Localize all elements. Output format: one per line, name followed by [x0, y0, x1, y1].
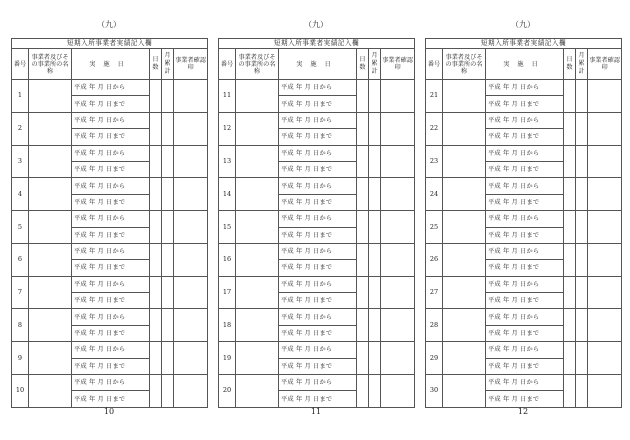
confirmation-seal-cell[interactable] [174, 145, 208, 178]
monthly-total-cell[interactable] [162, 276, 174, 309]
days-cell[interactable] [150, 112, 162, 145]
date-from-cell[interactable]: 平成 年 月 日から [279, 112, 357, 128]
monthly-total-cell[interactable] [576, 276, 588, 309]
record-table [11, 38, 208, 408]
table-row [426, 112, 622, 128]
row-number: 30 [426, 375, 443, 408]
monthly-total-cell[interactable] [369, 211, 381, 244]
date-from-cell[interactable]: 平成 年 月 日から [72, 243, 150, 259]
confirmation-seal-cell[interactable] [381, 80, 415, 113]
date-to-cell[interactable]: 平成 年 月 日まで [279, 293, 357, 309]
table-row [426, 309, 622, 325]
business-name-cell[interactable] [443, 342, 486, 375]
date-from-cell[interactable]: 平成 年 月 日から [279, 145, 357, 161]
date-from-cell[interactable]: 平成 年 月 日から [72, 80, 150, 96]
header-monthly-total [369, 49, 381, 80]
date-to-cell[interactable]: 平成 年 月 日まで [279, 129, 357, 145]
days-cell[interactable] [150, 145, 162, 178]
header-days [564, 49, 576, 80]
confirmation-seal-cell[interactable] [588, 243, 622, 276]
date-from-cell[interactable]: 平成 年 月 日から [486, 178, 564, 194]
days-cell[interactable] [150, 342, 162, 375]
monthly-total-cell[interactable] [369, 276, 381, 309]
row-number: 17 [219, 276, 236, 309]
date-from-cell[interactable]: 平成 年 月 日から [486, 112, 564, 128]
table-row [426, 145, 622, 161]
table-row [426, 243, 622, 259]
monthly-total-cell[interactable] [162, 375, 174, 408]
date-from-cell[interactable]: 平成 年 月 日から [279, 375, 357, 391]
business-name-cell[interactable] [443, 80, 486, 113]
date-from-cell[interactable]: 平成 年 月 日から [72, 145, 150, 161]
row-number: 10 [12, 375, 29, 408]
confirmation-seal-cell[interactable] [174, 276, 208, 309]
confirmation-seal-cell[interactable] [381, 375, 415, 408]
row-number: 13 [219, 145, 236, 178]
monthly-total-cell[interactable] [369, 145, 381, 178]
date-to-cell[interactable]: 平成 年 月 日まで [486, 391, 564, 407]
date-to-cell[interactable]: 平成 年 月 日まで [279, 161, 357, 177]
row-number: 26 [426, 243, 443, 276]
table-row [12, 80, 208, 96]
date-to-cell[interactable]: 平成 年 月 日まで [486, 325, 564, 341]
header-confirmation-seal-text: 事業者確認印 [589, 57, 620, 71]
header-monthly-total-text: 月累計 [578, 52, 585, 75]
header-business-name [29, 49, 72, 80]
row-number: 5 [12, 211, 29, 244]
days-cell[interactable] [357, 243, 369, 276]
business-name-cell[interactable] [236, 243, 279, 276]
table-row [12, 112, 208, 128]
table-row [219, 80, 415, 96]
monthly-total-cell[interactable] [576, 145, 588, 178]
header-confirmation-seal-text: 事業者確認印 [175, 57, 206, 71]
business-name-cell[interactable] [29, 112, 72, 145]
days-cell[interactable] [357, 112, 369, 145]
monthly-total-cell[interactable] [576, 342, 588, 375]
header-days-text: 日数 [152, 56, 159, 71]
business-name-cell[interactable] [236, 375, 279, 408]
monthly-total-cell[interactable] [162, 342, 174, 375]
days-cell[interactable] [357, 309, 369, 342]
table-title: 短期入所事業者実績記入欄 [426, 39, 622, 49]
date-from-cell[interactable]: 平成 年 月 日から [486, 276, 564, 292]
monthly-total-cell[interactable] [162, 178, 174, 211]
row-number: 21 [426, 80, 443, 113]
monthly-total-cell[interactable] [162, 80, 174, 113]
days-cell[interactable] [564, 276, 576, 309]
date-from-cell[interactable]: 平成 年 月 日から [279, 211, 357, 227]
page-number: 10 [103, 407, 115, 416]
business-name-cell[interactable] [443, 375, 486, 408]
business-name-cell[interactable] [443, 243, 486, 276]
header-days-text: 日数 [566, 56, 573, 71]
confirmation-seal-cell[interactable] [174, 178, 208, 211]
business-name-cell[interactable] [29, 145, 72, 178]
date-to-cell[interactable]: 平成 年 月 日まで [279, 96, 357, 112]
date-to-cell[interactable]: 平成 年 月 日まで [279, 194, 357, 210]
confirmation-seal-cell[interactable] [588, 309, 622, 342]
date-from-cell[interactable]: 平成 年 月 日から [72, 276, 150, 292]
header-business-name-text: 事業者及びその事業所の名称 [238, 53, 276, 75]
monthly-total-cell[interactable] [369, 80, 381, 113]
row-number: 1 [12, 80, 29, 113]
header-business-name-text: 事業者及びその事業所の名称 [445, 53, 483, 75]
confirmation-seal-cell[interactable] [588, 276, 622, 309]
date-from-cell[interactable]: 平成 年 月 日から [279, 276, 357, 292]
confirmation-seal-cell[interactable] [174, 211, 208, 244]
date-to-cell[interactable]: 平成 年 月 日まで [279, 391, 357, 407]
confirmation-seal-cell[interactable] [381, 145, 415, 178]
business-name-cell[interactable] [443, 178, 486, 211]
business-name-cell[interactable] [29, 178, 72, 211]
date-from-cell[interactable]: 平成 年 月 日から [72, 211, 150, 227]
confirmation-seal-cell[interactable] [381, 276, 415, 309]
days-cell[interactable] [564, 375, 576, 408]
header-business-name-text: 事業者及びその事業所の名称 [31, 53, 69, 75]
date-from-cell[interactable]: 平成 年 月 日から [72, 375, 150, 391]
table-row [219, 276, 415, 292]
row-number: 18 [219, 309, 236, 342]
monthly-total-cell[interactable] [576, 309, 588, 342]
days-cell[interactable] [150, 243, 162, 276]
header-number: 番号 [219, 49, 236, 80]
business-name-cell[interactable] [443, 211, 486, 244]
confirmation-seal-cell[interactable] [381, 112, 415, 145]
date-to-cell[interactable]: 平成 年 月 日まで [72, 358, 150, 374]
page-section [425, 0, 621, 440]
table-row [12, 211, 208, 227]
confirmation-seal-cell[interactable] [381, 342, 415, 375]
monthly-total-cell[interactable] [369, 243, 381, 276]
date-to-cell[interactable]: 平成 年 月 日まで [486, 129, 564, 145]
confirmation-seal-cell[interactable] [174, 112, 208, 145]
row-number: 3 [12, 145, 29, 178]
row-number: 28 [426, 309, 443, 342]
days-cell[interactable] [150, 375, 162, 408]
row-number: 8 [12, 309, 29, 342]
header-days [357, 49, 369, 80]
table-row [426, 375, 622, 391]
header-business-name [443, 49, 486, 80]
monthly-total-cell[interactable] [369, 178, 381, 211]
page-section [11, 0, 207, 440]
monthly-total-cell[interactable] [576, 211, 588, 244]
business-name-cell[interactable] [443, 112, 486, 145]
date-from-cell[interactable]: 平成 年 月 日から [72, 342, 150, 358]
days-cell[interactable] [357, 375, 369, 408]
days-cell[interactable] [150, 178, 162, 211]
days-cell[interactable] [564, 80, 576, 113]
date-to-cell[interactable]: 平成 年 月 日まで [279, 227, 357, 243]
header-business-name [236, 49, 279, 80]
confirmation-seal-cell[interactable] [381, 243, 415, 276]
confirmation-seal-cell[interactable] [381, 309, 415, 342]
date-from-cell[interactable]: 平成 年 月 日から [486, 80, 564, 96]
days-cell[interactable] [564, 112, 576, 145]
row-number: 12 [219, 112, 236, 145]
monthly-total-cell[interactable] [162, 309, 174, 342]
table-row [12, 178, 208, 194]
table-row [426, 211, 622, 227]
monthly-total-cell[interactable] [369, 342, 381, 375]
row-number: 6 [12, 243, 29, 276]
days-cell[interactable] [357, 342, 369, 375]
confirmation-seal-cell[interactable] [588, 145, 622, 178]
table-row [219, 243, 415, 259]
row-number: 16 [219, 243, 236, 276]
days-cell[interactable] [564, 145, 576, 178]
date-from-cell[interactable]: 平成 年 月 日から [279, 309, 357, 325]
row-number: 9 [12, 342, 29, 375]
table-row [219, 309, 415, 325]
date-to-cell[interactable]: 平成 年 月 日まで [486, 293, 564, 309]
header-implementation-date: 実施日 [486, 49, 564, 80]
days-cell[interactable] [150, 80, 162, 113]
date-from-cell[interactable]: 平成 年 月 日から [279, 80, 357, 96]
business-name-cell[interactable] [236, 342, 279, 375]
business-name-cell[interactable] [29, 309, 72, 342]
days-cell[interactable] [357, 145, 369, 178]
days-cell[interactable] [564, 309, 576, 342]
date-to-cell[interactable]: 平成 年 月 日まで [72, 96, 150, 112]
date-from-cell[interactable]: 平成 年 月 日から [486, 243, 564, 259]
header-number: 番号 [426, 49, 443, 80]
confirmation-seal-cell[interactable] [381, 211, 415, 244]
business-name-cell[interactable] [443, 309, 486, 342]
business-name-cell[interactable] [236, 80, 279, 113]
table-row [12, 309, 208, 325]
record-table [425, 38, 622, 408]
header-days-text: 日数 [359, 56, 366, 71]
date-to-cell[interactable]: 平成 年 月 日まで [486, 96, 564, 112]
date-from-cell[interactable]: 平成 年 月 日から [72, 309, 150, 325]
row-number: 15 [219, 211, 236, 244]
table-row [219, 211, 415, 227]
table-row [219, 112, 415, 128]
table-row [426, 178, 622, 194]
business-name-cell[interactable] [236, 145, 279, 178]
header-monthly-total [162, 49, 174, 80]
header-days [150, 49, 162, 80]
row-number: 7 [12, 276, 29, 309]
date-from-cell[interactable]: 平成 年 月 日から [486, 211, 564, 227]
monthly-total-cell[interactable] [369, 309, 381, 342]
record-table [218, 38, 415, 408]
row-number: 24 [426, 178, 443, 211]
date-to-cell[interactable]: 平成 年 月 日まで [72, 260, 150, 276]
confirmation-seal-cell[interactable] [174, 309, 208, 342]
confirmation-seal-cell[interactable] [588, 375, 622, 408]
monthly-total-cell[interactable] [576, 112, 588, 145]
date-to-cell[interactable]: 平成 年 月 日まで [486, 227, 564, 243]
days-cell[interactable] [150, 309, 162, 342]
row-number: 20 [219, 375, 236, 408]
table-row [12, 145, 208, 161]
days-cell[interactable] [564, 243, 576, 276]
date-from-cell[interactable]: 平成 年 月 日から [486, 342, 564, 358]
row-number: 25 [426, 211, 443, 244]
days-cell[interactable] [564, 211, 576, 244]
page-header: （九） [511, 20, 535, 29]
table-row [426, 342, 622, 358]
table-row [219, 178, 415, 194]
date-from-cell[interactable]: 平成 年 月 日から [279, 178, 357, 194]
date-to-cell[interactable]: 平成 年 月 日まで [486, 161, 564, 177]
table-row [219, 145, 415, 161]
business-name-cell[interactable] [236, 112, 279, 145]
row-number: 11 [219, 80, 236, 113]
confirmation-seal-cell[interactable] [174, 243, 208, 276]
monthly-total-cell[interactable] [162, 112, 174, 145]
days-cell[interactable] [357, 80, 369, 113]
table-row [426, 80, 622, 96]
page-number: 12 [517, 407, 529, 416]
row-number: 14 [219, 178, 236, 211]
date-to-cell[interactable]: 平成 年 月 日まで [72, 194, 150, 210]
monthly-total-cell[interactable] [576, 243, 588, 276]
business-name-cell[interactable] [236, 178, 279, 211]
confirmation-seal-cell[interactable] [588, 80, 622, 113]
row-number: 23 [426, 145, 443, 178]
days-cell[interactable] [357, 178, 369, 211]
row-number: 19 [219, 342, 236, 375]
page-header: （九） [304, 20, 328, 29]
business-name-cell[interactable] [29, 243, 72, 276]
business-name-cell[interactable] [29, 211, 72, 244]
days-cell[interactable] [150, 276, 162, 309]
date-from-cell[interactable]: 平成 年 月 日から [486, 145, 564, 161]
page-number: 11 [310, 407, 322, 416]
date-from-cell[interactable]: 平成 年 月 日から [279, 342, 357, 358]
monthly-total-cell[interactable] [162, 243, 174, 276]
confirmation-seal-cell[interactable] [174, 342, 208, 375]
table-row [219, 375, 415, 391]
page-header: （九） [97, 20, 121, 29]
date-from-cell[interactable]: 平成 年 月 日から [486, 375, 564, 391]
date-to-cell[interactable]: 平成 年 月 日まで [72, 391, 150, 407]
table-row [12, 276, 208, 292]
date-to-cell[interactable]: 平成 年 月 日まで [72, 227, 150, 243]
table-row [12, 243, 208, 259]
business-name-cell[interactable] [236, 211, 279, 244]
confirmation-seal-cell[interactable] [174, 375, 208, 408]
header-implementation-date: 実施日 [279, 49, 357, 80]
business-name-cell[interactable] [29, 80, 72, 113]
confirmation-seal-cell[interactable] [588, 211, 622, 244]
date-to-cell[interactable]: 平成 年 月 日まで [279, 325, 357, 341]
monthly-total-cell[interactable] [576, 178, 588, 211]
date-from-cell[interactable]: 平成 年 月 日から [279, 243, 357, 259]
header-monthly-total-text: 月累計 [164, 52, 171, 75]
date-to-cell[interactable]: 平成 年 月 日まで [486, 358, 564, 374]
days-cell[interactable] [150, 211, 162, 244]
header-confirmation-seal-text: 事業者確認印 [382, 57, 413, 71]
business-name-cell[interactable] [29, 375, 72, 408]
date-to-cell[interactable]: 平成 年 月 日まで [72, 325, 150, 341]
business-name-cell[interactable] [443, 276, 486, 309]
row-number: 27 [426, 276, 443, 309]
business-name-cell[interactable] [236, 309, 279, 342]
header-confirmation-seal [174, 49, 208, 80]
table-row [12, 375, 208, 391]
header-confirmation-seal [588, 49, 622, 80]
monthly-total-cell[interactable] [369, 112, 381, 145]
header-monthly-total-text: 月累計 [371, 52, 378, 75]
row-number: 29 [426, 342, 443, 375]
date-to-cell[interactable]: 平成 年 月 日まで [486, 260, 564, 276]
business-name-cell[interactable] [443, 145, 486, 178]
monthly-total-cell[interactable] [162, 211, 174, 244]
confirmation-seal-cell[interactable] [588, 112, 622, 145]
confirmation-seal-cell[interactable] [588, 178, 622, 211]
business-name-cell[interactable] [29, 276, 72, 309]
row-number: 2 [12, 112, 29, 145]
header-implementation-date: 実施日 [72, 49, 150, 80]
row-number: 22 [426, 112, 443, 145]
business-name-cell[interactable] [236, 276, 279, 309]
days-cell[interactable] [357, 276, 369, 309]
date-to-cell[interactable]: 平成 年 月 日まで [72, 293, 150, 309]
confirmation-seal-cell[interactable] [381, 178, 415, 211]
monthly-total-cell[interactable] [576, 375, 588, 408]
row-number: 4 [12, 178, 29, 211]
table-row [12, 342, 208, 358]
days-cell[interactable] [564, 342, 576, 375]
date-from-cell[interactable]: 平成 年 月 日から [486, 309, 564, 325]
days-cell[interactable] [564, 178, 576, 211]
table-title: 短期入所事業者実績記入欄 [219, 39, 415, 49]
business-name-cell[interactable] [29, 342, 72, 375]
days-cell[interactable] [357, 211, 369, 244]
header-monthly-total [576, 49, 588, 80]
monthly-total-cell[interactable] [162, 145, 174, 178]
table-title: 短期入所事業者実績記入欄 [12, 39, 208, 49]
date-to-cell[interactable]: 平成 年 月 日まで [486, 194, 564, 210]
confirmation-seal-cell[interactable] [174, 80, 208, 113]
date-to-cell[interactable]: 平成 年 月 日まで [72, 161, 150, 177]
header-number: 番号 [12, 49, 29, 80]
date-to-cell[interactable]: 平成 年 月 日まで [279, 358, 357, 374]
header-confirmation-seal [381, 49, 415, 80]
table-row [426, 276, 622, 292]
monthly-total-cell[interactable] [369, 375, 381, 408]
monthly-total-cell[interactable] [576, 80, 588, 113]
date-to-cell[interactable]: 平成 年 月 日まで [72, 129, 150, 145]
table-row [219, 342, 415, 358]
confirmation-seal-cell[interactable] [588, 342, 622, 375]
page-section [218, 0, 414, 440]
date-from-cell[interactable]: 平成 年 月 日から [72, 178, 150, 194]
date-to-cell[interactable]: 平成 年 月 日まで [279, 260, 357, 276]
date-from-cell[interactable]: 平成 年 月 日から [72, 112, 150, 128]
